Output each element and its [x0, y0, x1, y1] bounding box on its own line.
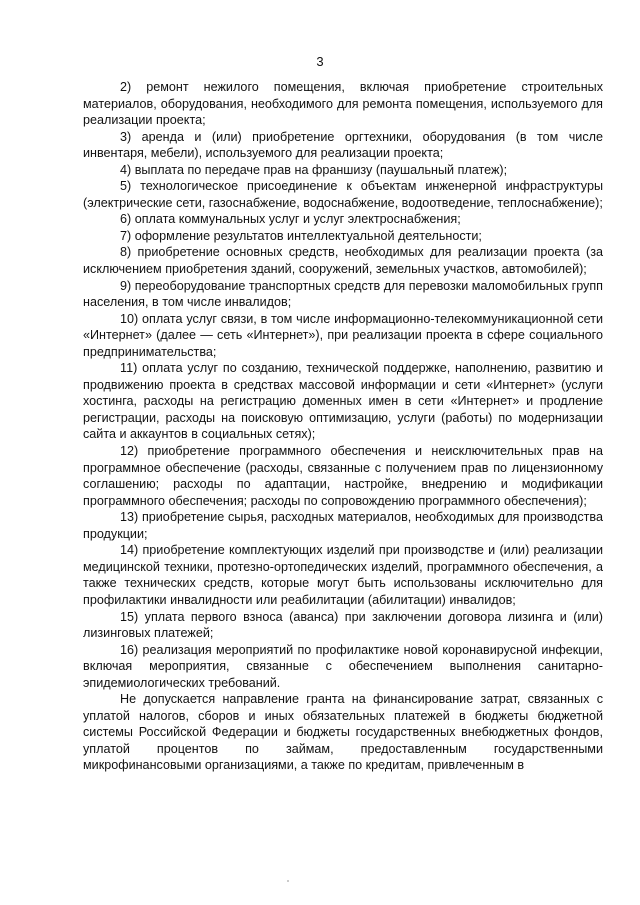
list-item-15: 15) уплата первого взноса (аванса) при заключении договора лизинга и (или) лизинговых платежей; [83, 609, 603, 641]
list-item-9: 9) переоборудование транспортных средств для перевозки маломобильных групп населения, в том числе инвалидов; [83, 278, 603, 310]
list-item-8: 8) приобретение основных средств, необходимых для реализации проекта (за исключением приобретения зданий, сооружений, земельных участков, автомобилей); [83, 245, 603, 277]
list-item-14: 14) приобретение комплектующих изделий при производстве и (или) реализации медицинской техники, протезно-ортопедических изделий, программного обеспечения, а также технических средств, которые могут быть использованы исключительно для профилактики инвалидности или реабилитации (абилитации) инвалидов; [83, 543, 603, 607]
list-item-16: 16) реализация мероприятий по профилактике новой коронавирусной инфекции, включая мероприятия, связанные с обеспечением выполнения санитарно-эпидемиологических требований. [83, 642, 603, 690]
document-body [83, 79, 603, 774]
closing-paragraph: Не допускается направление гранта на финансирование затрат, связанных с уплатой налогов, сборов и иных обязательных платежей в бюджеты бюджетной системы Российской Федерации и бюджеты государственных внебюджетных фондов, уплатой процентов по займам, предоставленным государственными микрофинансовыми организациями, а также по кредитам, привлеченным в [83, 692, 603, 773]
list-item-12: 12) приобретение программного обеспечения и неисключительных прав на программное обеспечение (расходы, связанные с получением прав по лицензионному соглашению; расходы по адаптации, настройке, внедрению и модификации программного обеспечения; расходы по сопровождению программного обеспечения); [83, 444, 603, 508]
scan-speck [287, 880, 289, 882]
list-item-6: 6) оплата коммунальных услуг и услуг электроснабжения; [120, 212, 461, 227]
list-item-10: 10) оплата услуг связи, в том числе информационно-телекоммуникационной сети «Интернет» (далее — сеть «Интернет»), при реализации проекта в сфере социального предпринимательства; [83, 311, 603, 359]
list-item-5: 5) технологическое присоединение к объектам инженерной инфраструктуры (электрические сети, газоснабжение, водоснабжение, водоотведение, теплоснабжение); [83, 179, 603, 210]
list-item-11: 11) оплата услуг по созданию, технической поддержке, наполнению, развитию и продвижению проекта в средствах массовой информации и сети «Интернет» (услуги хостинга, расходы на регистрацию доменных имен в сети «Интернет» и продление регистрации, расходы на поисковую оптимизацию, услуги (работы) по модернизации сайта и аккаунтов в социальных сетях); [83, 361, 603, 442]
list-item-2: 2) ремонт нежилого помещения, включая приобретение строительных материалов, оборудования, необходимого для ремонта помещения, используемого для реализации проекта; [83, 80, 603, 128]
list-item-13: 13) приобретение сырья, расходных материалов, необходимых для производства продукции; [83, 510, 603, 541]
list-item-4: 4) выплата по передаче прав на франшизу (паушальный платеж); [120, 162, 508, 177]
page-number: 3 [316, 54, 324, 69]
list-item-7: 7) оформление результатов интеллектуальной деятельности; [120, 228, 482, 243]
list-item-3: 3) аренда и (или) приобретение оргтехники, оборудования (в том числе инвентаря, мебели), используемого для реализации проекта; [83, 129, 603, 161]
